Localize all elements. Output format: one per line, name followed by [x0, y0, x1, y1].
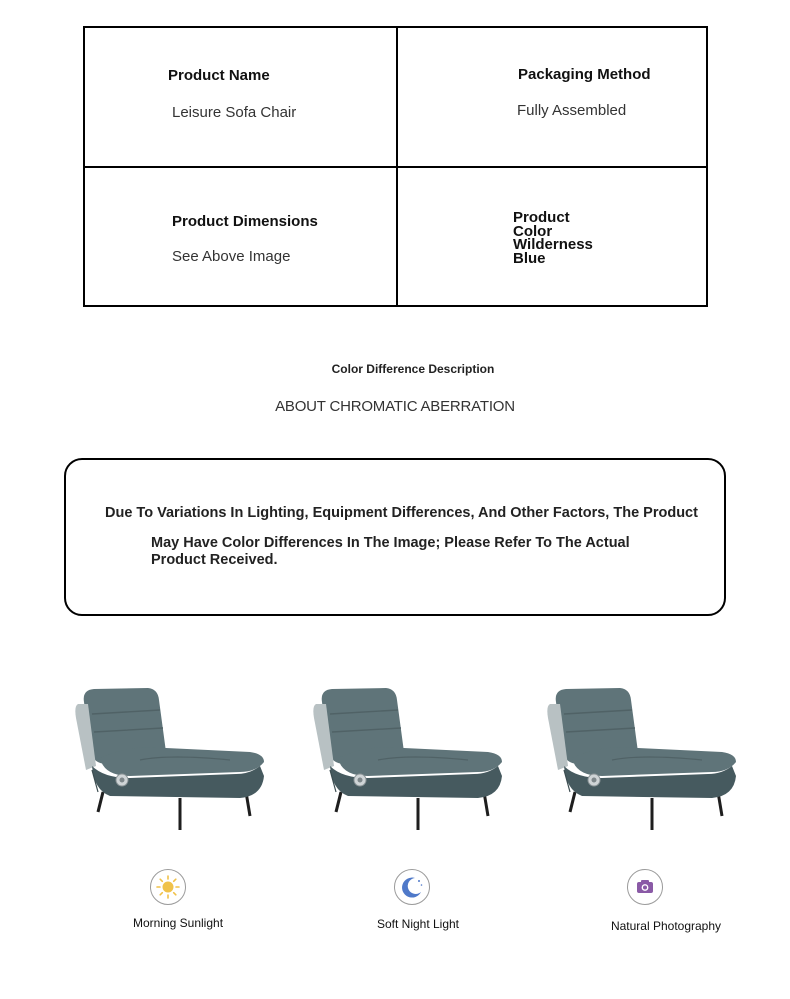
product-name-label: Product Name	[168, 67, 270, 84]
product-dimensions-value: See Above Image	[172, 248, 291, 265]
chair-image-night	[308, 680, 508, 835]
color-difference-title: Color Difference Description	[331, 362, 495, 376]
packaging-method-value: Fully Assembled	[517, 102, 627, 119]
mode-label-morning: Morning Sunlight	[132, 916, 224, 930]
chair-image-morning	[70, 680, 270, 835]
notice-line-2: May Have Color Differences In The Image; Please Refer To The Actual Product Received.	[151, 535, 630, 568]
product-name-value: Leisure Sofa Chair	[172, 104, 297, 121]
product-dimensions-label: Product Dimensions	[172, 213, 318, 230]
product-color-line: Wilderness	[513, 236, 593, 253]
product-color-line: Blue	[513, 249, 546, 267]
moon-icon	[394, 869, 430, 905]
chromatic-aberration-subtitle: ABOUT CHROMATIC ABERRATION	[275, 398, 515, 415]
mode-label-night: Soft Night Light	[376, 917, 460, 931]
camera-icon	[627, 869, 663, 905]
table-divider-horizontal	[85, 166, 706, 168]
color-difference-notice	[64, 458, 726, 616]
sun-icon	[150, 869, 186, 905]
product-color-line: Product	[513, 209, 570, 226]
notice-line-1: Due To Variations In Lighting, Equipment Differences, And Other Factors, The Product	[105, 505, 698, 521]
mode-label-natural: Natural Photography	[610, 919, 722, 933]
chair-image-natural	[542, 680, 742, 835]
product-color-block	[513, 211, 633, 265]
packaging-method-label: Packaging Method	[518, 66, 651, 83]
product-color-line: Color	[513, 222, 553, 240]
